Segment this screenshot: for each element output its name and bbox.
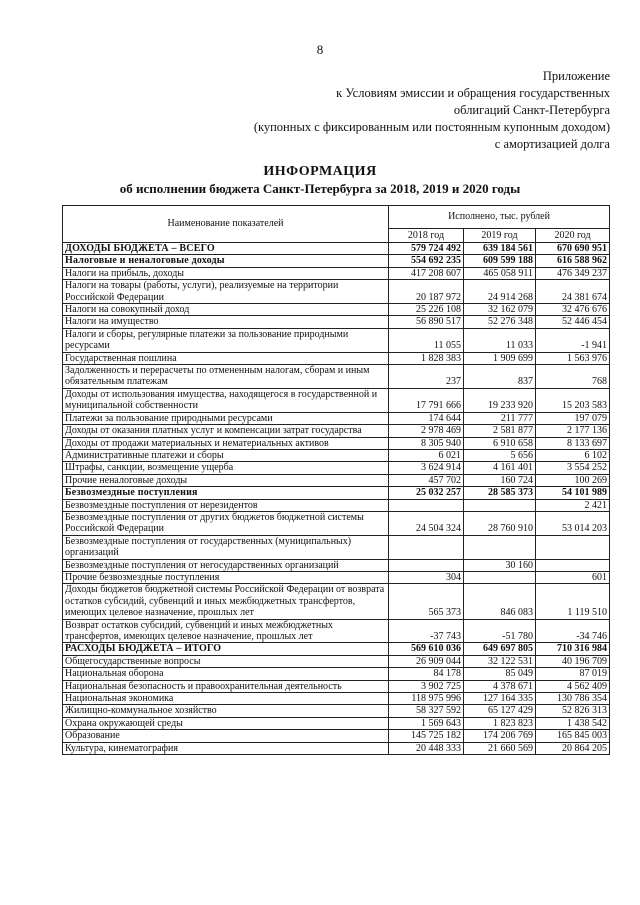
row-label: Налоги на прибыль, доходы: [63, 267, 389, 279]
row-label: Национальная безопасность и правоохранительная деятельность: [63, 680, 389, 692]
value-cell: 30 160: [464, 559, 536, 571]
value-cell: 465 058 911: [464, 267, 536, 279]
value-cell: 1 119 510: [536, 584, 610, 619]
appendix-line: к Условиям эмиссии и обращения государственных: [336, 86, 610, 100]
table-row: [63, 437, 610, 449]
row-label: Безвозмездные поступления от нерезидентов: [63, 499, 389, 511]
value-cell: 24 381 674: [536, 280, 610, 304]
value-cell: 1 569 643: [389, 717, 464, 729]
row-label: Налоговые и неналоговые доходы: [63, 255, 389, 267]
row-label: Безвозмездные поступления от других бюджетов бюджетной системы Российской Федерации: [63, 511, 389, 535]
table-row: [63, 255, 610, 267]
value-cell: 174 644: [389, 412, 464, 424]
document-title-block: [0, 163, 640, 197]
value-cell: 710 316 984: [536, 643, 610, 655]
value-cell: 601: [536, 571, 610, 583]
row-label: Общегосударственные вопросы: [63, 655, 389, 667]
value-cell: -51 780: [464, 619, 536, 643]
table-row: [63, 425, 610, 437]
value-cell: 2 581 877: [464, 425, 536, 437]
value-cell: 609 599 188: [464, 255, 536, 267]
value-cell: 3 554 252: [536, 462, 610, 474]
value-cell: [464, 571, 536, 583]
value-cell: 5 656: [464, 449, 536, 461]
value-cell: 26 909 044: [389, 655, 464, 667]
value-cell: 3 624 914: [389, 462, 464, 474]
appendix-line: (купонных с фиксированным или постоянным купонным доходом): [253, 120, 610, 134]
value-cell: 554 692 235: [389, 255, 464, 267]
value-cell: 670 690 951: [536, 243, 610, 255]
table-row: [63, 730, 610, 742]
value-cell: 476 349 237: [536, 267, 610, 279]
value-cell: 52 826 313: [536, 705, 610, 717]
value-cell: 24 914 268: [464, 280, 536, 304]
value-cell: 417 208 607: [389, 267, 464, 279]
value-cell: 28 585 373: [464, 487, 536, 499]
value-cell: 8 133 697: [536, 437, 610, 449]
table-row: [63, 352, 610, 364]
value-cell: 6 910 658: [464, 437, 536, 449]
value-cell: 174 206 769: [464, 730, 536, 742]
table-row: [63, 511, 610, 535]
table-row: [63, 717, 610, 729]
value-cell: 4 378 671: [464, 680, 536, 692]
value-cell: 85 049: [464, 668, 536, 680]
value-cell: 165 845 003: [536, 730, 610, 742]
value-cell: 56 890 517: [389, 316, 464, 328]
value-cell: 3 902 725: [389, 680, 464, 692]
table-row: [63, 449, 610, 461]
value-cell: 1 828 383: [389, 352, 464, 364]
table-row: [63, 316, 610, 328]
value-cell: 1 563 976: [536, 352, 610, 364]
page-number: 8: [316, 42, 324, 57]
row-label: Возврат остатков субсидий, субвенций и иных межбюджетных трансфертов, имеющих целевое назначение, прошлых лет: [63, 619, 389, 643]
value-cell: 304: [389, 571, 464, 583]
value-cell: 130 786 354: [536, 693, 610, 705]
value-cell: 616 588 962: [536, 255, 610, 267]
appendix-block: [254, 68, 610, 153]
value-cell: 118 975 996: [389, 693, 464, 705]
value-cell: 25 032 257: [389, 487, 464, 499]
row-label: Прочие неналоговые доходы: [63, 474, 389, 486]
row-label: Национальная экономика: [63, 693, 389, 705]
value-cell: 1 909 699: [464, 352, 536, 364]
row-label: Безвозмездные поступления от государственных (муниципальных) организаций: [63, 535, 389, 559]
table-row: [63, 328, 610, 352]
value-cell: 8 305 940: [389, 437, 464, 449]
value-cell: 639 184 561: [464, 243, 536, 255]
table-row: [63, 693, 610, 705]
value-cell: [389, 535, 464, 559]
value-cell: 32 162 079: [464, 304, 536, 316]
value-cell: 65 127 429: [464, 705, 536, 717]
value-cell: 53 014 203: [536, 511, 610, 535]
value-cell: 21 660 569: [464, 742, 536, 754]
row-label: Административные платежи и сборы: [63, 449, 389, 461]
value-cell: 52 276 348: [464, 316, 536, 328]
row-label: Охрана окружающей среды: [63, 717, 389, 729]
header-year: 2020 год: [536, 229, 610, 243]
row-label: Налоги на совокупный доход: [63, 304, 389, 316]
value-cell: 58 327 592: [389, 705, 464, 717]
value-cell: 32 122 531: [464, 655, 536, 667]
value-cell: [389, 559, 464, 571]
value-cell: 100 269: [536, 474, 610, 486]
value-cell: 84 178: [389, 668, 464, 680]
table-row: [63, 243, 610, 255]
table-row: [63, 535, 610, 559]
table-row: [63, 643, 610, 655]
value-cell: 211 777: [464, 412, 536, 424]
appendix-line: Приложение: [542, 69, 610, 83]
value-cell: 6 102: [536, 449, 610, 461]
table-row: [63, 462, 610, 474]
value-cell: 28 760 910: [464, 511, 536, 535]
table-row: [63, 388, 610, 412]
header-year: 2019 год: [464, 229, 536, 243]
row-label: Национальная оборона: [63, 668, 389, 680]
value-cell: 846 083: [464, 584, 536, 619]
table-body: [63, 243, 610, 755]
table-row: [63, 680, 610, 692]
value-cell: 145 725 182: [389, 730, 464, 742]
row-label: Безвозмездные поступления от негосударственных организаций: [63, 559, 389, 571]
row-label: Государственная пошлина: [63, 352, 389, 364]
row-label: Культура, кинематография: [63, 742, 389, 754]
value-cell: 837: [464, 365, 536, 389]
header-executed: Исполнено, тыс. рублей: [389, 206, 610, 229]
value-cell: 160 724: [464, 474, 536, 486]
value-cell: [536, 535, 610, 559]
value-cell: 52 446 454: [536, 316, 610, 328]
table-row: [63, 571, 610, 583]
value-cell: 20 187 972: [389, 280, 464, 304]
table-row: [63, 668, 610, 680]
value-cell: 4 161 401: [464, 462, 536, 474]
value-cell: 20 448 333: [389, 742, 464, 754]
table-row: [63, 412, 610, 424]
value-cell: 19 233 920: [464, 388, 536, 412]
table-row: [63, 584, 610, 619]
value-cell: 649 697 805: [464, 643, 536, 655]
value-cell: 2 177 136: [536, 425, 610, 437]
value-cell: 1 823 823: [464, 717, 536, 729]
appendix-line: с амортизацией долга: [494, 137, 610, 151]
value-cell: 87 019: [536, 668, 610, 680]
value-cell: 20 864 205: [536, 742, 610, 754]
table-row: [63, 705, 610, 717]
value-cell: -37 743: [389, 619, 464, 643]
value-cell: 197 079: [536, 412, 610, 424]
value-cell: 579 724 492: [389, 243, 464, 255]
table-row: [63, 559, 610, 571]
value-cell: 24 504 324: [389, 511, 464, 535]
value-cell: 11 033: [464, 328, 536, 352]
value-cell: 54 101 989: [536, 487, 610, 499]
row-label: Налоги на товары (работы, услуги), реализуемые на территории Российской Федерации: [63, 280, 389, 304]
value-cell: -1 941: [536, 328, 610, 352]
row-label: Образование: [63, 730, 389, 742]
row-label: Налоги на имущество: [63, 316, 389, 328]
value-cell: 569 610 036: [389, 643, 464, 655]
value-cell: 32 476 676: [536, 304, 610, 316]
row-label: ДОХОДЫ БЮДЖЕТА – ВСЕГО: [63, 243, 389, 255]
value-cell: 4 562 409: [536, 680, 610, 692]
value-cell: 127 164 335: [464, 693, 536, 705]
row-label: Штрафы, санкции, возмещение ущерба: [63, 462, 389, 474]
value-cell: -34 746: [536, 619, 610, 643]
table-row: [63, 499, 610, 511]
table-row: [63, 365, 610, 389]
value-cell: [464, 535, 536, 559]
value-cell: 565 373: [389, 584, 464, 619]
row-label: РАСХОДЫ БЮДЖЕТА – ИТОГО: [63, 643, 389, 655]
value-cell: 40 196 709: [536, 655, 610, 667]
table-row: [63, 742, 610, 754]
budget-table: [62, 205, 610, 755]
value-cell: 17 791 666: [389, 388, 464, 412]
value-cell: [464, 499, 536, 511]
value-cell: [389, 499, 464, 511]
header-indicator-name: Наименование показателей: [63, 206, 389, 243]
row-label: Доходы от оказания платных услуг и компенсации затрат государства: [63, 425, 389, 437]
row-label: Доходы бюджетов бюджетной системы Российской Федерации от возврата остатков субсидий, субвенций и иных межбюджетных трансфертов, имеющих целевое назначение, прошлых лет: [63, 584, 389, 619]
value-cell: 457 702: [389, 474, 464, 486]
header-year: 2018 год: [389, 229, 464, 243]
value-cell: 11 055: [389, 328, 464, 352]
value-cell: 237: [389, 365, 464, 389]
value-cell: 2 421: [536, 499, 610, 511]
table-row: [63, 474, 610, 486]
table-row: [63, 280, 610, 304]
document-title: ИНФОРМАЦИЯ: [263, 164, 377, 179]
row-label: Задолженность и перерасчеты по отмененным налогам, сборам и иным обязательным платежам: [63, 365, 389, 389]
document-subtitle: об исполнении бюджета Санкт-Петербурга за 2018, 2019 и 2020 годы: [119, 181, 521, 196]
table-row: [63, 487, 610, 499]
table-row: [63, 655, 610, 667]
value-cell: 2 978 469: [389, 425, 464, 437]
row-label: Платежи за пользование природными ресурсами: [63, 412, 389, 424]
value-cell: 6 021: [389, 449, 464, 461]
value-cell: 1 438 542: [536, 717, 610, 729]
table-row: [63, 267, 610, 279]
row-label: Прочие безвозмездные поступления: [63, 571, 389, 583]
table-row: [63, 304, 610, 316]
row-label: Безвозмездные поступления: [63, 487, 389, 499]
table-row: [63, 619, 610, 643]
row-label: Налоги и сборы, регулярные платежи за пользование природными ресурсами: [63, 328, 389, 352]
value-cell: 768: [536, 365, 610, 389]
row-label: Жилищно-коммунальное хозяйство: [63, 705, 389, 717]
value-cell: 15 203 583: [536, 388, 610, 412]
value-cell: [536, 559, 610, 571]
row-label: Доходы от использования имущества, находящегося в государственной и муниципальной собственности: [63, 388, 389, 412]
value-cell: 25 226 108: [389, 304, 464, 316]
appendix-line: облигаций Санкт-Петербурга: [453, 103, 610, 117]
row-label: Доходы от продажи материальных и нематериальных активов: [63, 437, 389, 449]
